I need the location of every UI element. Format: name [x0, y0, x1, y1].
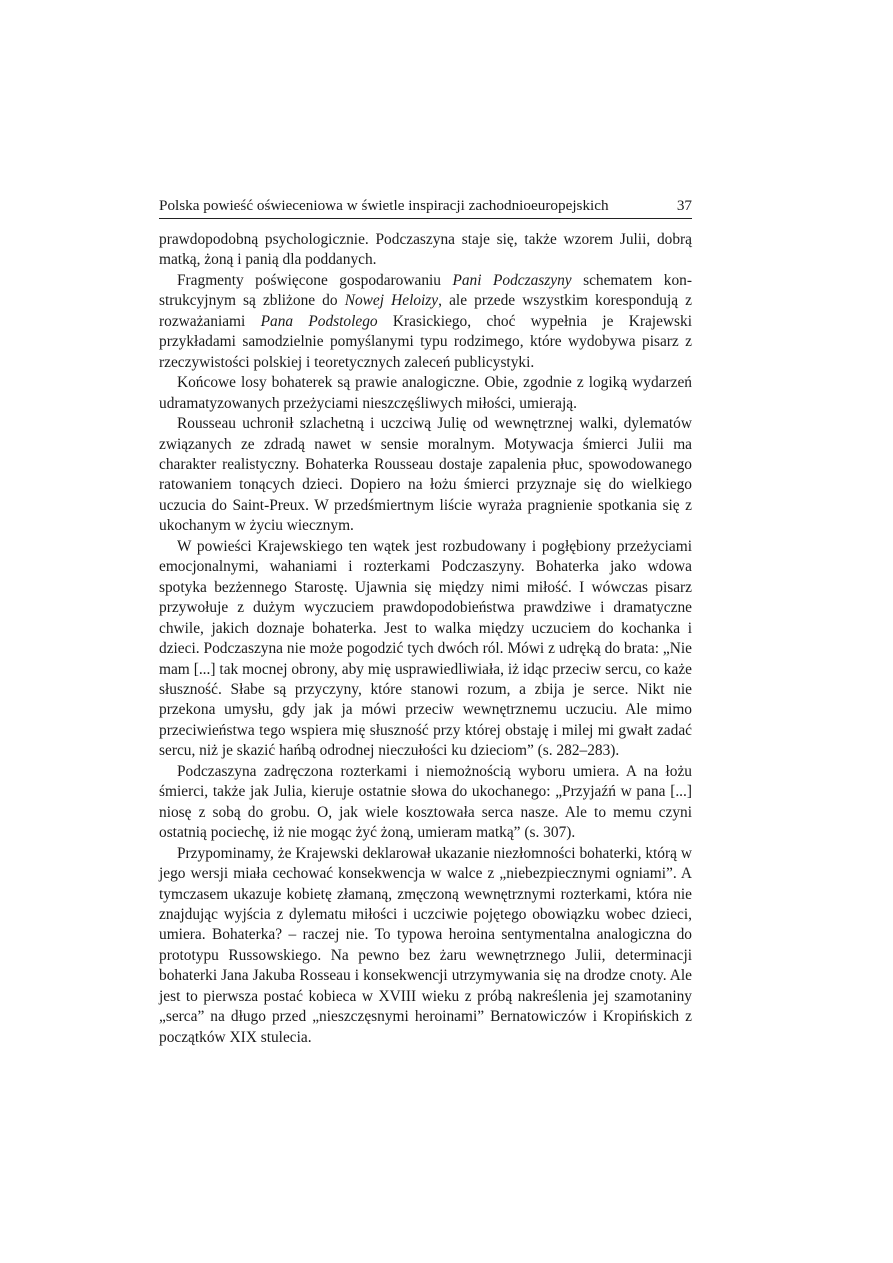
text-run: W powieści Krajewskiego ten wątek jest rozbudowany i pogłębiony przeżyciami emocjonalnymi, wahaniami i rozterkami Podczaszyny. Bohaterka jako wdowa spotyka bezżennego Starostę. Ujawnia się między nimi miłość. I wówczas pisarz przywołuje z dużym wyczuciem prawdopodobieństwa prawdziwe i dramatyczne chwile, jakich doznaje bohaterka. Jest to walka między uczuciem do kochanka i dzieci. Podczaszyna nie może pogodzić tych dwóch ról. Mówi z udręką do brata: „Nie mam [...] tak mocnej obrony, aby mię usprawiedliwiała, iż idąc przeciw sercu, co każe słuszność. Słabe są przyczyny, które stanowi rozum, a zbija je serce. Nikt nie przekona umysłu, gdy jak ja mówi przeciw wewnętrznemu uczuciu. Ale mimo przeciwieństwa tego wspiera mię słuszność przy której obstaję i milej mi gwałt zadać sercu, niż je skazić hańbą odrodnej nieczułości ku dzieciom” (s. 282–283). [159, 537, 692, 760]
text-run: prawdopodobną psychologicznie. Podczaszyna staje się, także wzorem Julii, dobrą matką, żoną i panią dla poddanych. [159, 231, 692, 269]
italic-title: Nowej Heloizy [344, 292, 439, 310]
text-run: Fragmenty poświęcone gospodarowaniu [177, 271, 453, 289]
text-run: Krasickiego, choć wypełnia je Krajewski przykładami samodzielnie pomyślanymi typu rodzimego, które wydobywa pisarz z rzeczywistości polskiej i teoretycznych zaleceń publicystyki. [159, 312, 692, 371]
italic-title: Pani Podczaszyny [452, 271, 572, 289]
text-run: Przypominamy, że Krajewski deklarował ukazanie niezłomności bohaterki, którą w jego wersji miała cechować konsekwencja w walce z „niebezpiecznymi ogniami”. A tymczasem ukazuje kobietę złamaną, zmęczoną wewnętrznymi rozterkami, która nie znajdując wyjścia z dylematu miłości i uczciwie pojętego obowiązku wobec dzieci, umiera. Bohaterka? – raczej nie. To typowa heroina sentymentalna analogiczna do prototypu Russowskiego. Na pewno bez żaru wewnętrznego Julii, determinacji bohaterki Jana Jakuba Rosseau i konsekwencji utrzymywania się na drodze cnoty. Ale jest to pierwsza postać kobieca w XVIII wieku z próbą nakreślenia jej szamotaniny „serca” na długo przed „nieszczęsnymi heroinami” Bernatowiczów i Kropińskich z początków XIX stulecia. [159, 844, 692, 1046]
text-run: Rousseau uchronił szlachetną i uczciwą Julię od wewnętrznej walki, dylematów związanych ze zdradą nawet w sensie moralnym. Motywacja śmierci Julii ma charakter realistyczny. Bohaterka Rousseau dostaje zapalenia płuc, spowodowanego ratowaniem tonących dzieci. Dopiero na łożu śmierci przyznaje się do wielkiego uczucia do Saint-Preux. W przedśmiertnym liście wyraża pragnienie spotkania się z ukochanym w życiu wiecznym. [159, 415, 692, 535]
paragraph-7 [159, 844, 692, 1049]
running-title: Polska powieść oświeceniowa w świetle inspiracji zachodnioeuropejskich [159, 197, 609, 214]
text-run: Podczaszyna zadręczona rozterkami i niemożnością wyboru umiera. A na łożu śmierci, także jak Julia, kieruje ostatnie słowa do ukochanego: „Przyjaźń w pana [...] niosę z sobą do grobu. O, jak wiele kosztowała serca nasze. Ale to memu czyni ostatnią pociechę, iż nie mogąc żyć żoną, umieram matką” (s. 307). [159, 762, 692, 842]
body-text [159, 230, 692, 1048]
paragraph-3 [159, 373, 692, 414]
text-run: schematem konstrukcyjnym są zbliżone do [159, 271, 692, 310]
book-page [159, 196, 692, 1048]
text-run: , ale przede wszystkim korespondują z rozważaniami [159, 292, 693, 330]
running-head [159, 196, 692, 219]
text-run: Końcowe losy bohaterek są prawie analogiczne. Obie, zgodnie z logiką wydarzeń udramatyzowanych przeżyciami nieszczęśliwych miłości, umierają. [159, 374, 692, 412]
paragraph-2 [159, 271, 692, 373]
paragraph-1 [159, 230, 692, 271]
paragraph-5 [159, 537, 692, 762]
italic-title: Pana Podstolego [260, 312, 378, 330]
paragraph-4 [159, 414, 692, 537]
paragraph-6 [159, 762, 692, 844]
page-number: 37 [676, 197, 692, 214]
